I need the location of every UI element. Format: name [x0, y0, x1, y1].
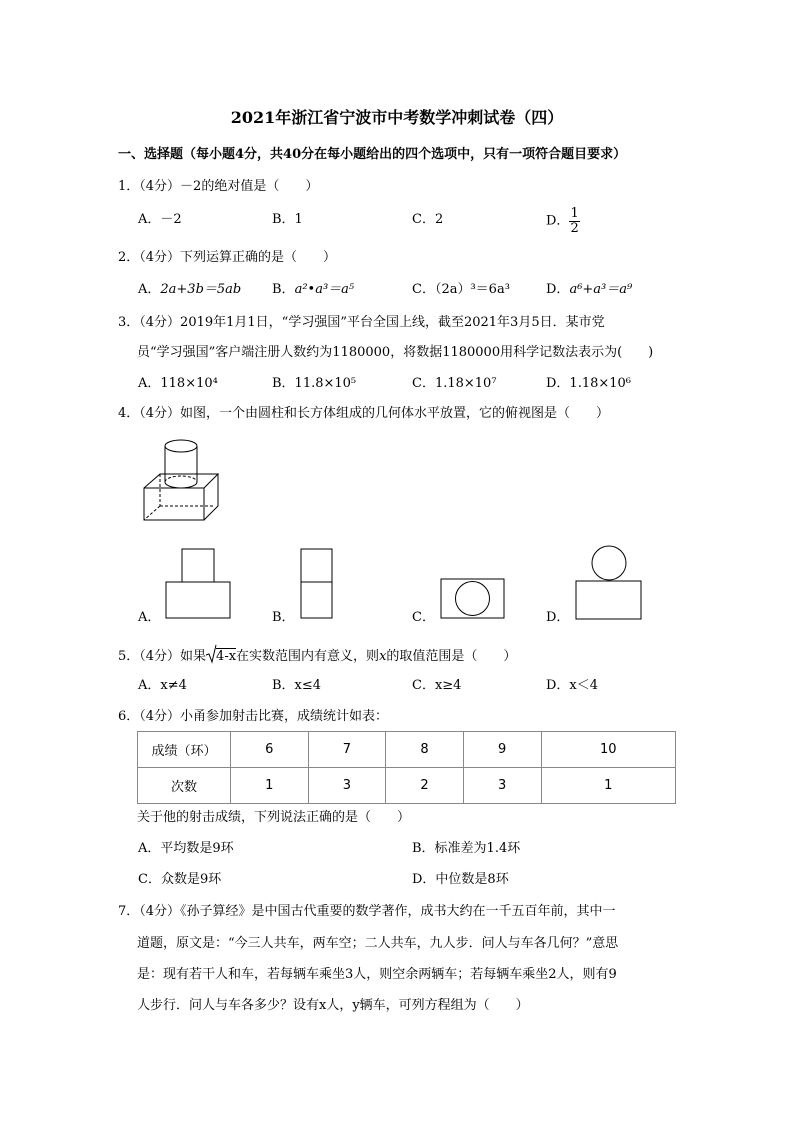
- question-7-line-2: 道题，原文是：“今三人共车，两车空；二人共车，九人步．问人与车各几何？”意思: [137, 936, 619, 951]
- table-cell: 7: [308, 732, 386, 768]
- question-3-line-1: 3．（4分）2019年1月1日，“学习强国”平台全国上线，截至2021年3月5日．某市党: [118, 315, 605, 330]
- table-cell: 2: [386, 768, 464, 804]
- q3-option-a[interactable]: A．118×10⁴: [138, 376, 218, 391]
- q3-option-b[interactable]: B．11.8×10⁵: [272, 376, 357, 391]
- q5-stem-prefix: 5．（4分）如果: [118, 649, 207, 664]
- q2-option-a-expr: 2a+3b＝5ab: [160, 282, 242, 297]
- q5-variable: x: [379, 649, 387, 664]
- q2-option-c-label: C．: [412, 282, 435, 297]
- question-7-line-1: 7．（4分）《孙子算经》是中国古代重要的数学著作，成书大约在一千五百年前，其中一: [118, 904, 616, 919]
- q2-option-a[interactable]: [138, 283, 241, 296]
- table-cell: 8: [386, 732, 464, 768]
- q6-option-c[interactable]: C．众数是9环: [138, 872, 222, 887]
- q5-option-a[interactable]: A．x≠4: [138, 678, 187, 693]
- question-1-stem: 1．（4分）－2的绝对值是（ ）: [118, 179, 319, 194]
- question-6-followup: 关于他的射击成绩，下列说法正确的是（ ）: [137, 810, 411, 825]
- q4-option-c-label[interactable]: C．: [412, 610, 435, 625]
- q4-option-d-label[interactable]: D．: [546, 610, 570, 625]
- table-row: [138, 732, 676, 768]
- q2-option-b-expr: a²•a³＝a⁵: [294, 282, 355, 297]
- q1-option-c[interactable]: C．2: [412, 212, 444, 227]
- q5-option-d[interactable]: D．x＜4: [546, 678, 599, 693]
- q4-option-b-figure[interactable]: [300, 548, 334, 620]
- q1-option-d-fraction: [569, 207, 579, 235]
- q4-option-a-figure[interactable]: [165, 548, 235, 620]
- q4-option-d-figure[interactable]: [575, 545, 643, 621]
- q4-option-b-label[interactable]: B．: [272, 610, 295, 625]
- table-cell: 1: [231, 768, 309, 804]
- question-3-line-2: 员“学习强国”客户端注册人数约为1180000，将数据1180000用科学记数法表示为( ): [137, 345, 654, 360]
- table-row: [138, 768, 676, 804]
- q3-option-d[interactable]: D．1.18×10⁶: [546, 376, 632, 391]
- q1-option-d-label: D．: [546, 213, 570, 229]
- table-cell: 成绩（环）: [138, 732, 231, 768]
- table-cell: 3: [308, 768, 386, 804]
- q5-radicand: 4-x: [216, 649, 237, 664]
- question-5-stem: [118, 648, 516, 663]
- q2-option-d-expr: a⁶+a³＝a⁹: [569, 282, 633, 297]
- table-cell: 9: [463, 732, 541, 768]
- radical-sign-icon: [206, 645, 216, 663]
- q1-option-d[interactable]: [546, 207, 580, 235]
- table-cell: 6: [231, 732, 309, 768]
- q1-option-a[interactable]: A．－2: [138, 212, 182, 227]
- score-table: [137, 731, 676, 804]
- q5-option-b[interactable]: B．x≤4: [272, 678, 322, 693]
- question-6-stem: 6．（4分）小甬参加射击比赛，成绩统计如表：: [118, 709, 389, 724]
- q2-option-c-expr: （2a）³＝6a³: [434, 282, 510, 297]
- q2-option-b-label: B．: [272, 282, 295, 297]
- q6-option-d[interactable]: D．中位数是8环: [412, 872, 509, 887]
- q2-option-b[interactable]: [272, 283, 354, 296]
- question-4-stem: 4．（4分）如图，一个由圆柱和长方体组成的几何体水平放置，它的俯视图是（ ）: [118, 406, 610, 421]
- section-heading: 一、选择题（每小题4分，共40分在每小题给出的四个选项中，只有一项符合题目要求）: [118, 147, 627, 162]
- q6-option-a[interactable]: A．平均数是9环: [138, 841, 234, 856]
- table-cell: 次数: [138, 768, 231, 804]
- q1-option-b[interactable]: B．1: [272, 212, 303, 227]
- table-cell: 3: [463, 768, 541, 804]
- fraction-numerator: 1: [570, 206, 579, 221]
- question-7-line-4: 人步行．问人与车各多少？设有x人，y辆车，可列方程组为（ ）: [137, 998, 529, 1013]
- q4-solid-figure: [138, 436, 228, 526]
- fraction-denominator: 2: [570, 220, 579, 236]
- table-cell: 1: [541, 768, 676, 804]
- question-2-stem: 2．（4分）下列运算正确的是（ ）: [118, 250, 337, 265]
- q5-option-c[interactable]: C．x≥4: [412, 678, 462, 693]
- q2-option-c[interactable]: [412, 283, 510, 296]
- q4-option-c-figure[interactable]: [440, 578, 506, 620]
- q5-radical: [206, 648, 236, 663]
- q5-stem-mid: 在实数范围内有意义，则: [236, 649, 380, 664]
- q2-option-a-label: A．: [138, 282, 161, 297]
- q3-option-c[interactable]: C．1.18×10⁷: [412, 376, 497, 391]
- page-title: 2021年浙江省宁波市中考数学冲刺试卷（四）: [230, 108, 564, 127]
- q2-option-d[interactable]: [546, 283, 632, 296]
- table-cell: 10: [541, 732, 676, 768]
- q2-option-d-label: D．: [546, 282, 570, 297]
- q4-option-a-label[interactable]: A．: [138, 610, 161, 625]
- question-7-line-3: 是：现有若干人和车，若每辆车乘坐3人，则空余两辆车；若每辆车乘坐2人，则有9: [137, 967, 617, 982]
- q6-option-b[interactable]: B．标准差为1.4环: [412, 841, 521, 856]
- q5-stem-suffix: 的取值范围是（ ）: [386, 649, 517, 664]
